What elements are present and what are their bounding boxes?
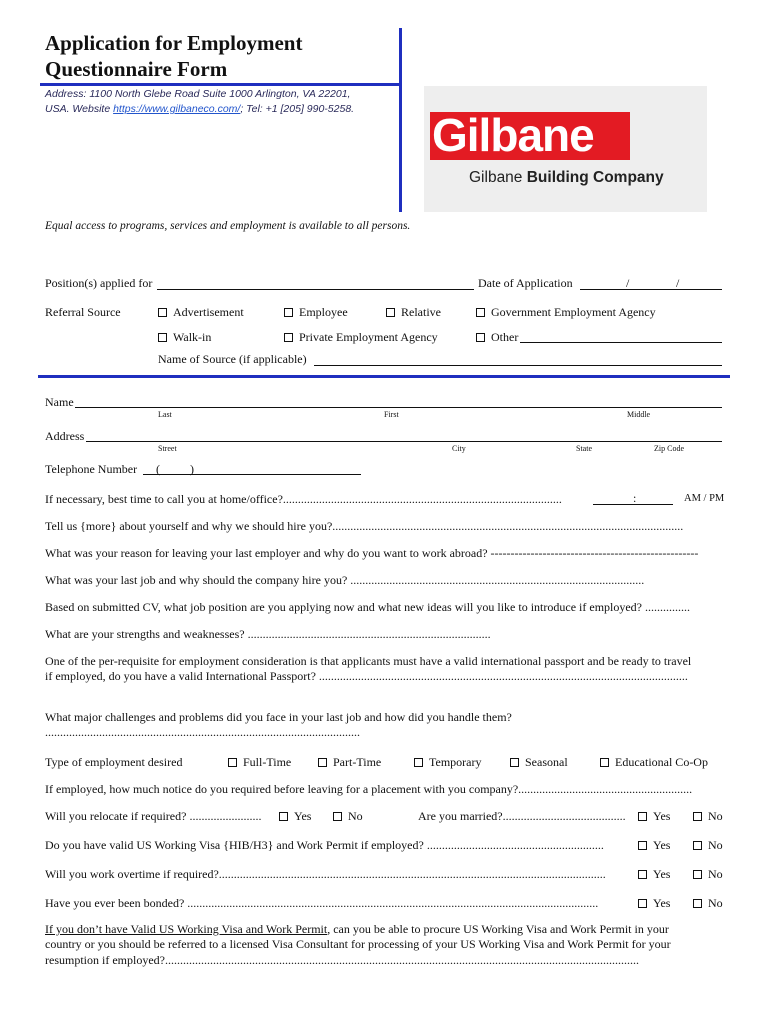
position-label: Position(s) applied for — [45, 276, 153, 290]
referral-advertisement[interactable]: Advertisement — [158, 305, 244, 320]
page-title-line1: Application for Employment — [45, 31, 303, 55]
checkbox[interactable] — [476, 333, 485, 342]
married-yes[interactable]: Yes — [638, 809, 670, 824]
name-sub-last: Last — [158, 410, 172, 419]
checkbox[interactable] — [228, 758, 237, 767]
am-pm-label: AM / PM — [684, 493, 725, 504]
name-label: Name — [45, 395, 74, 409]
address-field[interactable] — [86, 441, 722, 442]
checkbox[interactable] — [638, 812, 647, 821]
question-procure-visa-line1: If you don’t have Valid US Working Visa and Work Permit, can you be able to procure US Working Visa and Work Permit in your — [45, 922, 669, 936]
checkbox[interactable] — [693, 899, 702, 908]
referral-government-agency[interactable]: Government Employment Agency — [476, 305, 656, 320]
question-overtime: Will you work overtime if required?................................................................................................................................. — [45, 867, 606, 881]
name-field[interactable] — [75, 407, 722, 408]
married-no[interactable]: No — [693, 809, 723, 824]
employment-type-label: Type of employment desired — [45, 755, 183, 769]
checkbox[interactable] — [510, 758, 519, 767]
telephone-label: Telephone Number — [45, 462, 138, 476]
referral-label: Referral Source — [45, 305, 121, 319]
date-label: Date of Application — [478, 276, 573, 290]
visa-no[interactable]: No — [693, 838, 723, 853]
name-sub-first: First — [384, 410, 399, 419]
checkbox[interactable] — [476, 308, 485, 317]
question-procure-visa-line3: resumption if employed?.............................................................................................................................................................. — [45, 953, 639, 967]
question-reason-leaving: What was your reason for leaving your last employer and why do you want to work abroad? ---------------------------------------------------- — [45, 546, 699, 560]
relocate-no[interactable]: No — [333, 809, 363, 824]
question-tell-us: Tell us {more} about yourself and why we should hire you?..................................................................................................................... — [45, 519, 684, 533]
checkbox[interactable] — [693, 812, 702, 821]
question-bonded: Have you ever been bonded? ......................................................................................................................................... — [45, 896, 599, 910]
time-colon: : — [633, 491, 637, 505]
date-sep2: / — [676, 276, 680, 290]
emp-full-time[interactable]: Full-Time — [228, 755, 291, 770]
checkbox[interactable] — [693, 841, 702, 850]
section-divider — [38, 375, 730, 378]
referral-employee[interactable]: Employee — [284, 305, 348, 320]
name-sub-middle: Middle — [627, 410, 651, 419]
title-divider — [40, 83, 402, 86]
address-sub-zip: Zip Code — [654, 444, 684, 453]
emp-temporary[interactable]: Temporary — [414, 755, 481, 770]
question-cv-position: Based on submitted CV, what job position are you applying now and what new ideas will you like to introduce if employed? ............... — [45, 600, 691, 614]
address-prefix: USA. Website — [45, 103, 114, 115]
checkbox[interactable] — [284, 333, 293, 342]
emp-educational-coop[interactable]: Educational Co-Op — [600, 755, 708, 770]
address-sub-state: State — [576, 444, 592, 453]
checkbox[interactable] — [318, 758, 327, 767]
question-passport-line1: One of the per-requisite for employment consideration is that applicants must have a valid international passport and be ready to travel — [45, 654, 692, 668]
address-sub-city: City — [452, 444, 466, 453]
date-sep1: / — [626, 276, 630, 290]
referral-private-agency[interactable]: Private Employment Agency — [284, 330, 438, 345]
checkbox[interactable] — [333, 812, 342, 821]
emp-part-time[interactable]: Part-Time — [318, 755, 381, 770]
company-logo — [424, 86, 707, 212]
overtime-no[interactable]: No — [693, 867, 723, 882]
relocate-yes[interactable]: Yes — [279, 809, 311, 824]
checkbox[interactable] — [638, 899, 647, 908]
logo-subtitle: Gilbane Building Company — [469, 169, 664, 186]
checkbox[interactable] — [693, 870, 702, 879]
address-line1: Address: 1100 North Glebe Road Suite 1000 Arlington, VA 22201, — [45, 88, 351, 100]
bonded-no[interactable]: No — [693, 896, 723, 911]
checkbox[interactable] — [386, 308, 395, 317]
source-name-label: Name of Source (if applicable) — [158, 352, 307, 366]
telephone-paren: ( ) — [156, 462, 194, 476]
visa-yes[interactable]: Yes — [638, 838, 670, 853]
checkbox[interactable] — [414, 758, 423, 767]
address-line2 — [45, 102, 354, 117]
address-sub-street: Street — [158, 444, 177, 453]
checkbox[interactable] — [158, 333, 167, 342]
logo-wordmark: Gilbane — [432, 109, 594, 161]
overtime-yes[interactable]: Yes — [638, 867, 670, 882]
checkbox[interactable] — [638, 841, 647, 850]
date-field[interactable] — [580, 289, 722, 290]
referral-other-field[interactable] — [520, 342, 722, 343]
position-field[interactable] — [157, 289, 474, 290]
header-vertical-divider — [399, 28, 402, 212]
checkbox[interactable] — [284, 308, 293, 317]
address-label: Address — [45, 429, 85, 443]
checkbox[interactable] — [600, 758, 609, 767]
equal-access-notice: Equal access to programs, services and employment is available to all persons. — [45, 220, 411, 232]
question-challenges: What major challenges and problems did you face in your last job and how did you handle them? — [45, 710, 512, 724]
checkbox[interactable] — [158, 308, 167, 317]
question-strengths: What are your strengths and weaknesses? ................................................................................. — [45, 627, 491, 641]
question-married: Are you married?......................................... — [418, 809, 626, 823]
source-name-field[interactable] — [314, 365, 722, 366]
website-link[interactable]: https://www.gilbaneco.com/ — [113, 103, 241, 115]
procure-visa-emphasis: If you don’t have Valid US Working Visa and Work Permit — [45, 922, 328, 936]
address-suffix: ; Tel: +1 [205] 990-5258. — [240, 103, 355, 115]
referral-relative[interactable]: Relative — [386, 305, 441, 320]
emp-seasonal[interactable]: Seasonal — [510, 755, 568, 770]
checkbox[interactable] — [279, 812, 288, 821]
question-last-job: What was your last job and why should the company hire you? .................................................................................................. — [45, 573, 645, 587]
referral-other[interactable]: Other — [476, 330, 518, 345]
page-title-line2: Questionnaire Form — [45, 57, 228, 81]
bonded-yes[interactable]: Yes — [638, 896, 670, 911]
question-notice-period: If employed, how much notice do you required before leaving for a placement with you company?.......................................................... — [45, 782, 693, 796]
question-visa: Do you have valid US Working Visa {HIB/H3} and Work Permit if employed? ........................................................... — [45, 838, 604, 852]
best-time-question: If necessary, best time to call you at home/office?............................................................................................. — [45, 492, 562, 506]
question-relocate: Will you relocate if required? ........................ — [45, 809, 262, 823]
question-passport-line2: if employed, do you have a valid International Passport? ........................................................................................................................... — [45, 669, 688, 683]
question-challenges-answer[interactable]: ......................................................................................................... — [45, 725, 360, 739]
referral-walk-in[interactable]: Walk-in — [158, 330, 211, 345]
checkbox[interactable] — [638, 870, 647, 879]
question-procure-visa-line2: country or you should be referred to a licensed Visa Consultant for processing of your US Working Visa and Work Permit for your — [45, 937, 671, 951]
